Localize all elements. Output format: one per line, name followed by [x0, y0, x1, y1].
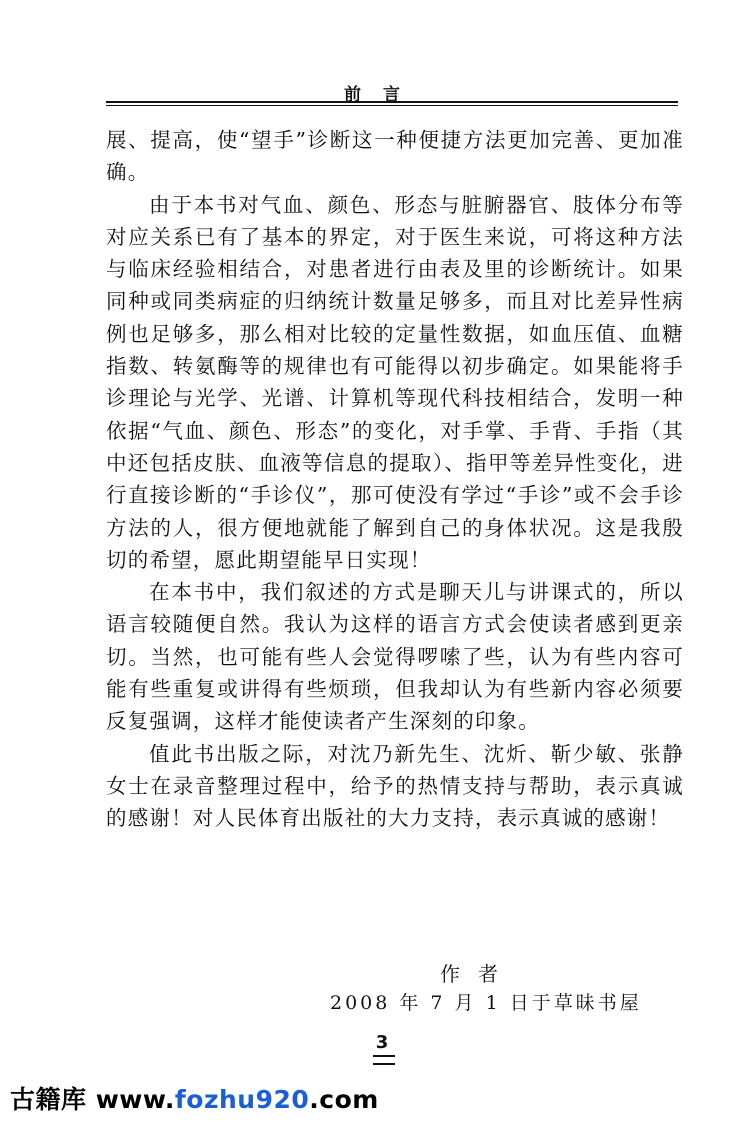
- page-number-underline: [373, 1055, 395, 1057]
- watermark: [10, 1080, 379, 1116]
- watermark-prefix: 古籍库 www.: [10, 1085, 175, 1114]
- header-rule-thin: [106, 105, 678, 106]
- page-number: 3: [375, 1032, 389, 1053]
- paragraph-continuation: 展、提高，使“望手”诊断这一种便捷方法更加完善、更加准确。: [106, 128, 684, 185]
- paragraph: 在本书中，我们叙述的方式是聊天儿与讲课式的，所以语言较随便自然。我认为这样的语言方式会使读者感到更亲切。当然，也可能有些人会觉得啰嗦了些，认为有些内容可能有些重复或讲得有些烦琐，但我却认为有些新内容必须要反复强调，这样才能使读者产生深刻的印象。: [106, 580, 684, 734]
- author-signature: 作者: [440, 962, 516, 986]
- paragraph: 由于本书对气血、颜色、形态与脏腑器官、肢体分布等对应关系已有了基本的界定，对于医生来说，可将这种方法与临床经验相结合，对患者进行由表及里的诊断统计。如果同种或同类病症的归纳统计数量足够多，而且对比差异性病例也足够多，那么相对比较的定量性数据，如血压值、血糖指数、转氨酶等的规律也有可能得以初步确定。如果能将手诊理论与光学、光谱、计算机等现代科技相结合，发明一种依据“气血、颜色、形态”的变化，对手掌、手背、手指（其中还包括皮肤、血液等信息的提取）、指甲等差异性变化，进行直接诊断的“手诊仪”，那可使没有学过“手诊”或不会手诊方法的人，很方便地就能了解到自己的身体状况。这是我殷切的希望，愿此期望能早日实现！: [106, 192, 684, 572]
- page-header-title: 前言: [344, 85, 422, 105]
- watermark-suffix: .com: [309, 1085, 379, 1114]
- watermark-domain: fozhu920: [174, 1085, 310, 1114]
- paragraph: 值此书出版之际，对沈乃新先生、沈炘、靳少敏、张静女士在录音整理过程中，给予的热情支持与帮助，表示真诚的感谢！对人民体育出版社的大力支持，表示真诚的感谢！: [106, 741, 684, 831]
- body-text: [106, 124, 684, 835]
- date-line: 2008 年 7 月 1 日于草昧书屋: [330, 992, 642, 1014]
- page-number-underline-lower: [373, 1063, 395, 1065]
- header-rule: [106, 101, 678, 103]
